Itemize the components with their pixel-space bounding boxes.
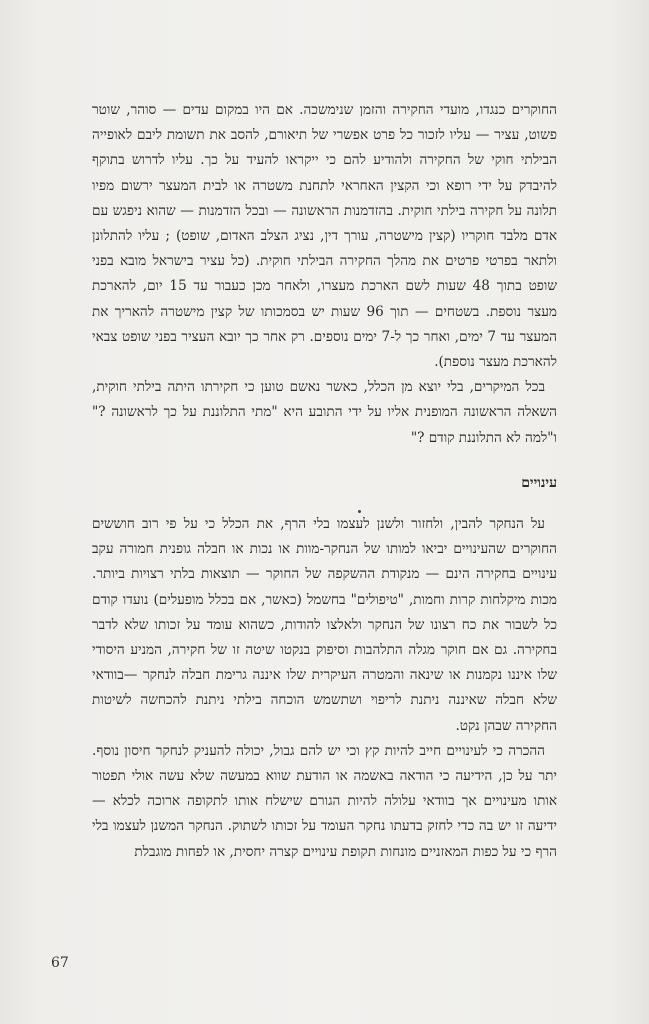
section-heading-torture: עינויים bbox=[521, 474, 557, 491]
paragraph-torture-purpose: על הנחקר להבין, ולחזור ולשנן לעצמו בלי הרף, את הכלל כי על פי רוב חוששים החוקרים שהעינויים יביאו למותו של הנחקר-מוות או נכות או חבלה גופנית חמורה עקב עינויים בחקירה הינם — מנקודת ההשקפה של החוקר — תוצאות בלתי רצויות ביותר. מכות מיקלחות קרות וחמות, "טיפולים" בחשמל (כאשר, אם בכלל מופעלים) נועדו קודם כל לשבור את כח רצונו של הנחקר ולאלצו להודות, כשהוא עומד על זכותו שלא לדבר בחקירה. גם אם חוקר מגלה התלהבות וסיפוק בנקטו שיטה זו של חקירה, המניע היסודי שלו איננו נקמנות או שינאה והמטרה העיקרית שלו איננה גרימת חבלה לנחקר —בוודאי שלא חבלה שאיננה ניתנת לריפוי ושתשמש הוכחה בילתי ניתנת להכחשה לשיטות החקירה שבהן נקט. bbox=[92, 516, 557, 734]
paragraph-prosecutor-question: בכל המיקרים, בלי יוצא מן הכלל, כאשר נאשם טוען כי חקירתו היתה בילתי חוקית, השאלה הראשונה המופנית אליו על ידי התובע היא "מתי התלוננת על כך לראשונה ?" ו"למה לא התלוננת קודם ?" bbox=[92, 379, 557, 446]
ink-dot bbox=[358, 510, 361, 513]
page-number: 67 bbox=[51, 955, 69, 971]
paragraph-complaint-instructions: החוקרים כנגדו, מועדי החקירה והזמן שנימשכה. אם היו במקום עדים — סוהר, שוטר פשוט, עציר — עליו לזכור כל פרט אפשרי של תיאורם, להסב את תשומת ליבם לאופייה הבילתי חוקי של החקירה ולהודיע להם כי ייקראו להעיד על כך. עליו לדרוש בתוקף להיבדק על ידי רופא וכי הקצין האחראי לתחנת משטרה או לבית המעצר ירשום מפיו תלונה על חקירה בילתי חוקית. בהזדמנות הראשונה — ובכל הזדמנות — שהוא ניפגש עם אדם מלבד חוקריו (קצין מישטרה, עורך דין, נציג הצלב האדום, שופט) ; עליו להתלונן ולתאר בפרטי פרטים את מהלך החקירה הבילתי חוקית. (כל עציר בישראל מובא בפני שופט בתוך 48 שעות לשם הארכת מעצרו, ולאחר מכן כעבור עד 15 יום, להארכת מעצר נוספת. בשטחים — תוך 96 שעות יש בסמכותו של קצין מישטרה להאריך את המעצר עד 7 ימים, ואחר כך ל-7 ימים נוספים. רק אחר כך יובא העציר בפני שופט צבאי להארכת מעצר נוספת). bbox=[92, 102, 558, 371]
body-text bbox=[92, 98, 557, 865]
paragraph-torture-limit: ההכרה כי לעינויים חייב להיות קץ וכי יש להם גבול, יכולה להעניק לנחקר חיסון נוסף. יתר על כן, הידיעה כי הודאה באשמה או הודעת שווא במעשה שלא עשה אולי תפטור אותו מעינויים אך בוודאי עלולה להיות הגורם שישלח אותו לתקופה ארוכה לכלא — ידיעה זו יש בה כדי לחזק בדעתו נחקר העומד על זכותו לשתוק. הנחקר המשנן לעצמו בלי הרף כי על כפות המאזניים מונחות תקופת עינויים קצרה יחסית, או לפחות מוגבלת bbox=[92, 742, 557, 860]
